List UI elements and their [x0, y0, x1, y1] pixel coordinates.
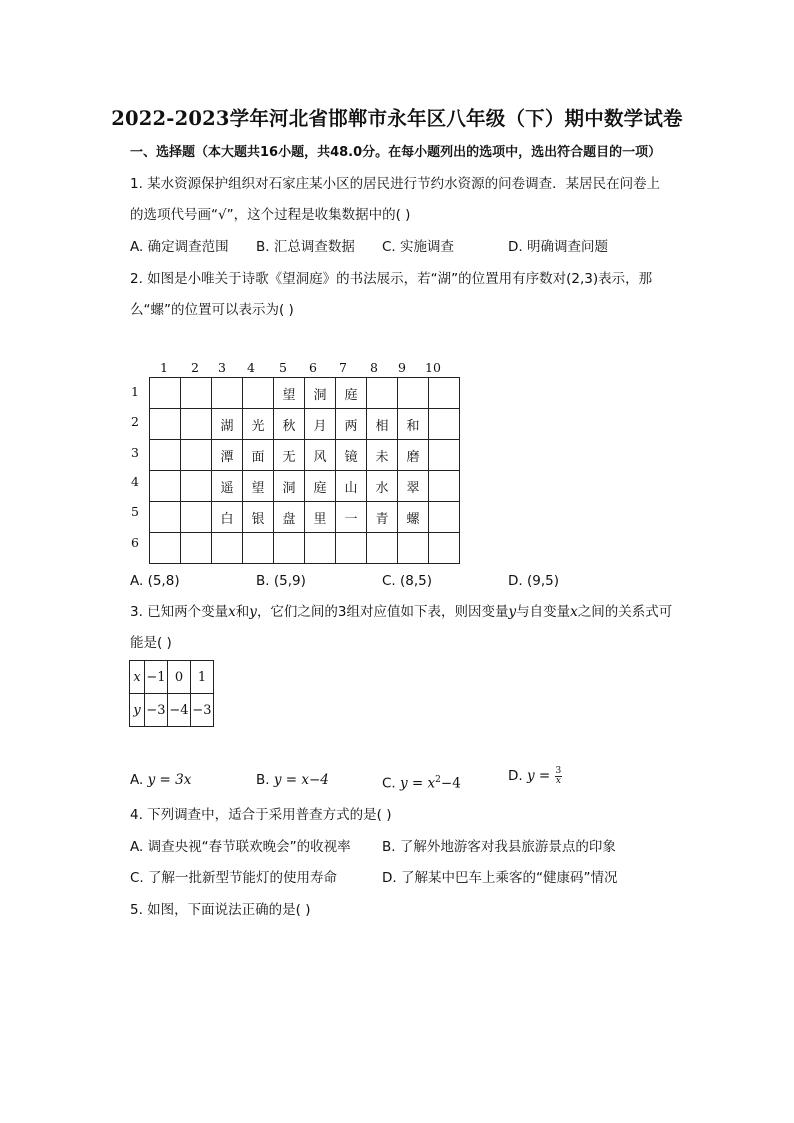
grid-cell: 相 [367, 409, 398, 440]
q4-option-b: B. 了解外地游客对我县旅游景点的印象 [382, 839, 616, 855]
grid-cell: 盘 [274, 502, 305, 533]
grid-cell: 螺 [398, 502, 429, 533]
grid-col-label: 5 [279, 360, 287, 375]
fraction [555, 767, 563, 786]
grid-cell: 湖 [212, 409, 243, 440]
grid-cell: 青 [367, 502, 398, 533]
grid-cell: 风 [305, 440, 336, 471]
grid-col-label: 4 [247, 360, 255, 375]
grid-cell [429, 471, 460, 502]
grid-col-label: 8 [370, 360, 378, 375]
fraction-denominator: x [555, 775, 561, 786]
section-heading: 一、选择题（本大题共16小题，共48.0分。在每小题列出的选项中，选出符合题目的一项） [130, 145, 662, 160]
grid-cell [429, 502, 460, 533]
table-cell: 0 [168, 661, 191, 694]
table-cell: 1 [191, 661, 214, 694]
grid-cell [429, 440, 460, 471]
q3-option-a [130, 770, 191, 790]
option-expression: y = [526, 768, 551, 784]
grid-cell [150, 409, 181, 440]
grid-cell: 未 [367, 440, 398, 471]
option-expression: −4 [440, 775, 461, 792]
q3-option-d [508, 766, 562, 786]
var-x: x [228, 604, 236, 620]
option-letter: C. [382, 775, 401, 792]
q3-text-part: 3. 已知两个变量 [130, 604, 229, 620]
q2-text-line2: 么“螺”的位置可以表示为( ) [130, 302, 294, 318]
q3-text-line1 [130, 602, 672, 622]
table-row [130, 694, 214, 727]
option-letter: D. [508, 768, 527, 784]
grid-cell [150, 502, 181, 533]
grid-cell [150, 378, 181, 409]
table-cell: x [130, 661, 145, 694]
q5-text-line1: 5. 如图，下面说法正确的是( ) [130, 902, 311, 918]
grid-cell [367, 533, 398, 564]
q3-text-part: 和 [235, 604, 250, 620]
q2-text-line1: 2. 如图是小唯关于诗歌《望洞庭》的书法展示，若“湖”的位置用有序数对(2,3)表示，那 [130, 271, 653, 287]
grid-cell [398, 378, 429, 409]
grid-col-label: 2 [191, 360, 199, 375]
grid-cell: 磨 [398, 440, 429, 471]
table-cell: −4 [168, 694, 191, 727]
q1-option-a: A. 确定调查范围 [130, 239, 229, 255]
option-letter: A. [130, 772, 148, 788]
grid-cell: 月 [305, 409, 336, 440]
grid-cell: 无 [274, 440, 305, 471]
grid-col-label: 10 [425, 360, 441, 375]
grid-row [150, 502, 460, 533]
grid-cell: 庭 [336, 378, 367, 409]
q2-option-b: B. (5,9) [256, 573, 306, 589]
q3-option-b [256, 770, 329, 790]
grid-row-label: 1 [131, 384, 139, 399]
option-expression: y = x [400, 775, 436, 792]
table-cell: −3 [145, 694, 168, 727]
grid-cell [181, 502, 212, 533]
table-cell: −1 [145, 661, 168, 694]
grid-cell [181, 378, 212, 409]
fraction-numerator: 3 [555, 765, 562, 776]
grid-cell: 镜 [336, 440, 367, 471]
grid-cell: 洞 [305, 378, 336, 409]
grid-cell: 里 [305, 502, 336, 533]
q4-option-a: A. 调查央视“春节联欢晚会”的收视率 [130, 839, 351, 855]
grid-cell [429, 409, 460, 440]
option-expression: y = 3x [147, 772, 192, 788]
grid-cell [274, 533, 305, 564]
poem-grid [149, 377, 460, 564]
grid-cell: 洞 [274, 471, 305, 502]
q1-option-b: B. 汇总调查数据 [256, 239, 355, 255]
grid-cell: 光 [243, 409, 274, 440]
grid-cell: 望 [274, 378, 305, 409]
table-cell: y [130, 694, 145, 727]
q4-option-d: D. 了解某中巴车上乘客的“健康码”情况 [382, 870, 618, 886]
grid-cell [181, 533, 212, 564]
grid-row-label: 3 [131, 445, 139, 460]
grid-row-label: 5 [131, 504, 139, 519]
grid-cell: 潭 [212, 440, 243, 471]
grid-cell [243, 378, 274, 409]
grid-col-label: 3 [218, 360, 226, 375]
grid-cell: 庭 [305, 471, 336, 502]
exponent: 2 [435, 775, 441, 785]
grid-cell: 一 [336, 502, 367, 533]
grid-col-label: 9 [398, 360, 406, 375]
grid-cell [150, 471, 181, 502]
grid-cell: 两 [336, 409, 367, 440]
grid-cell: 面 [243, 440, 274, 471]
grid-row [150, 440, 460, 471]
grid-col-label: 6 [309, 360, 317, 375]
grid-cell: 水 [367, 471, 398, 502]
grid-row [150, 471, 460, 502]
q2-option-c: C. (8,5) [382, 573, 433, 589]
q1-option-d: D. 明确调查问题 [508, 239, 608, 255]
grid-col-label: 1 [160, 360, 168, 375]
grid-cell: 银 [243, 502, 274, 533]
grid-row [150, 409, 460, 440]
var-x: x [570, 604, 578, 620]
var-y: y [249, 604, 257, 620]
q1-text-line1: 1. 某水资源保护组织对石家庄某小区的居民进行节约水资源的问卷调查．某居民在问卷上 [130, 176, 661, 192]
q1-option-c: C. 实施调查 [382, 239, 455, 255]
grid-row [150, 378, 460, 409]
q4-text-line1: 4. 下列调查中，适合于采用普查方式的是( ) [130, 807, 392, 823]
grid-cell: 秋 [274, 409, 305, 440]
exam-title: 2022-2023学年河北省邯郸市永年区八年级（下）期中数学试卷 [111, 107, 683, 130]
grid-cell [398, 533, 429, 564]
grid-cell: 遥 [212, 471, 243, 502]
q4-option-c: C. 了解一批新型节能灯的使用寿命 [130, 870, 338, 886]
grid-cell: 白 [212, 502, 243, 533]
grid-cell [243, 533, 274, 564]
grid-cell [305, 533, 336, 564]
q3-option-c [382, 770, 461, 794]
grid-cell [429, 533, 460, 564]
table-row [130, 661, 214, 694]
grid-cell: 翠 [398, 471, 429, 502]
table-cell: −3 [191, 694, 214, 727]
grid-row-label: 6 [131, 535, 139, 550]
grid-row [150, 533, 460, 564]
grid-cell [150, 440, 181, 471]
value-table [129, 660, 214, 727]
var-y: y [508, 604, 517, 620]
grid-cell: 望 [243, 471, 274, 502]
option-expression: y = x−4 [273, 772, 329, 788]
grid-cell [181, 409, 212, 440]
q2-option-a: A. (5,8) [130, 573, 180, 589]
q3-text-part: 之间的关系式可 [577, 604, 673, 620]
grid-cell [150, 533, 181, 564]
grid-row-label: 4 [131, 474, 139, 489]
grid-cell [429, 378, 460, 409]
grid-cell: 山 [336, 471, 367, 502]
grid-cell [212, 378, 243, 409]
q1-text-line2: 的选项代号画“√”，这个过程是收集数据中的( ) [130, 207, 411, 223]
grid-cell [181, 471, 212, 502]
q2-option-d: D. (9,5) [508, 573, 559, 589]
option-letter: B. [256, 772, 274, 788]
q3-text-line2: 能是( ) [130, 635, 172, 651]
q3-text-part: 与自变量 [516, 604, 571, 620]
grid-cell: 和 [398, 409, 429, 440]
q3-text-part: ，它们之间的3组对应值如下表，则因变量 [256, 604, 509, 620]
grid-cell [212, 533, 243, 564]
grid-col-label: 7 [339, 360, 347, 375]
grid-row-label: 2 [131, 414, 139, 429]
grid-cell [181, 440, 212, 471]
grid-cell [336, 533, 367, 564]
grid-cell [367, 378, 398, 409]
